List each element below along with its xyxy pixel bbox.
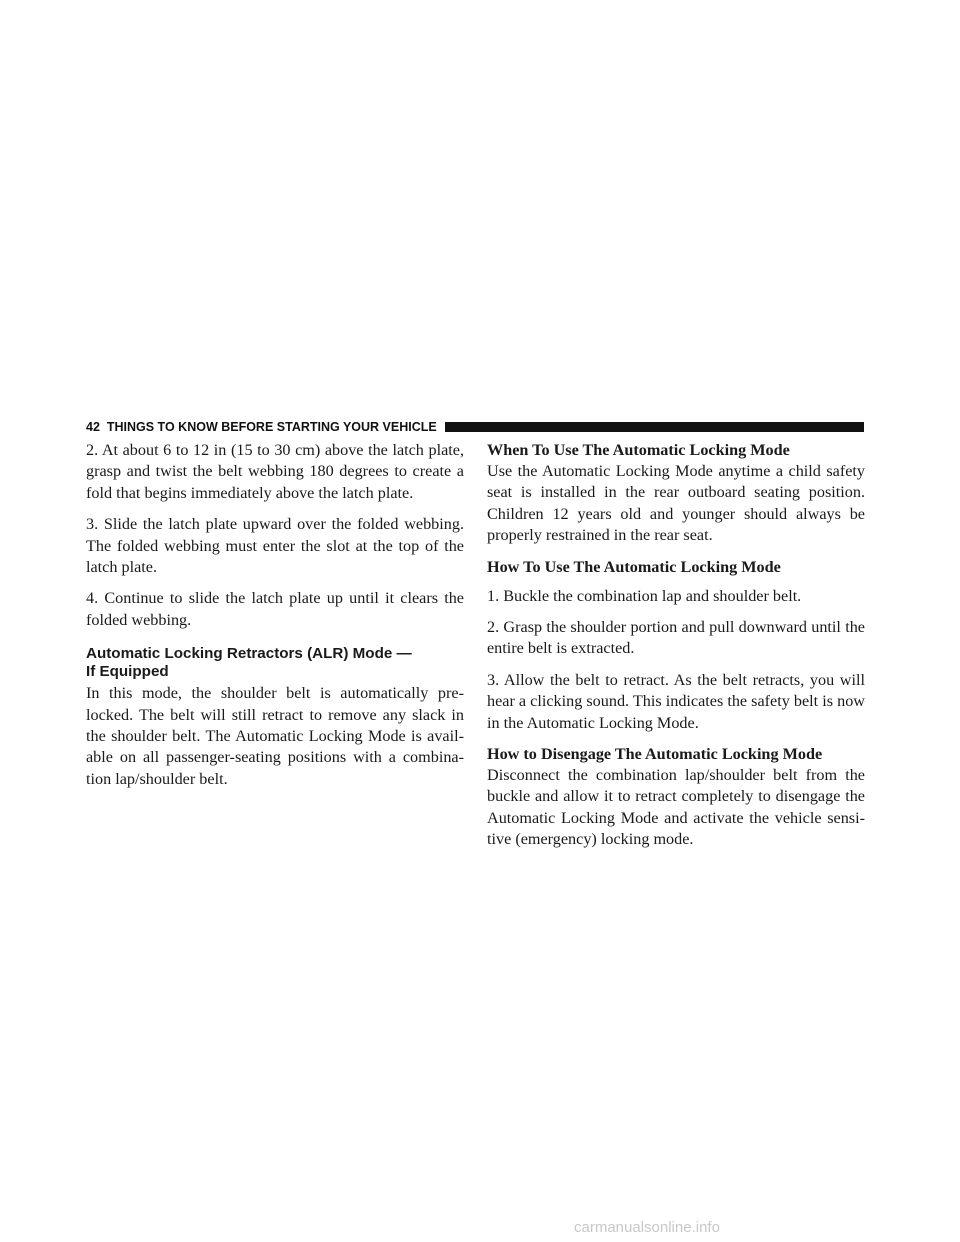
page-header-text bbox=[86, 420, 437, 434]
disengage-body: Disconnect the combination lap/shoulder belt from the buckle and allow it to retract completely to disengage the Automatic Locking Mode and activate the vehicle sensi-tive (emergency) locking mode. bbox=[487, 766, 865, 849]
right-column bbox=[487, 440, 865, 861]
how-step-1: 1. Buckle the combination lap and shoulder belt. bbox=[487, 586, 802, 605]
step-3: 3. Slide the latch plate upward over the folded webbing. The folded webbing must enter the slot at the top of the latch plate. bbox=[86, 515, 464, 577]
subheading-when-to-use: When To Use The Automatic Locking Mode bbox=[487, 441, 790, 459]
section-body-alr: In this mode, the shoulder belt is automatically pre-locked. The belt will still retract to remove any slack in the shoulder belt. The Automatic Locking Mode is avail-able on all passenger-seating positions with a combina-tion lap/shoulder belt. bbox=[86, 684, 464, 788]
section-heading-line-1: Automatic Locking Retractors (ALR) Mode — bbox=[86, 645, 412, 663]
when-to-use-body: Use the Automatic Locking Mode anytime a child safety seat is installed in the rear outboard seating position. Children 12 years old and younger should always be properly restrained in the rear seat. bbox=[487, 462, 865, 545]
step-2: 2. At about 6 to 12 in (15 to 30 cm) above the latch plate, grasp and twist the belt webbing 180 degrees to create a fold that begins immediately above the latch plate. bbox=[86, 441, 464, 502]
subheading-how-to-use: How To Use The Automatic Locking Mode bbox=[487, 557, 781, 576]
subheading-how-to-disengage: How to Disengage The Automatic Locking Mode bbox=[487, 745, 823, 764]
watermark: carmanualsonline.info bbox=[574, 1219, 720, 1236]
chapter-title: THINGS TO KNOW BEFORE STARTING YOUR VEHICLE bbox=[106, 420, 437, 434]
header-rule bbox=[445, 422, 864, 432]
section-heading-alr bbox=[86, 645, 464, 681]
page-header bbox=[86, 418, 864, 436]
section-heading-line-2: If Equipped bbox=[86, 663, 169, 681]
left-column bbox=[86, 440, 464, 800]
page-number: 42 bbox=[86, 420, 100, 434]
how-step-2: 2. Grasp the shoulder portion and pull downward until the entire belt is extracted. bbox=[487, 618, 865, 658]
step-4: 4. Continue to slide the latch plate up until it clears the folded webbing. bbox=[86, 589, 464, 629]
how-step-3: 3. Allow the belt to retract. As the belt retracts, you will hear a clicking sound. This indicates the safety belt is now in the Automatic Locking Mode. bbox=[487, 670, 865, 732]
